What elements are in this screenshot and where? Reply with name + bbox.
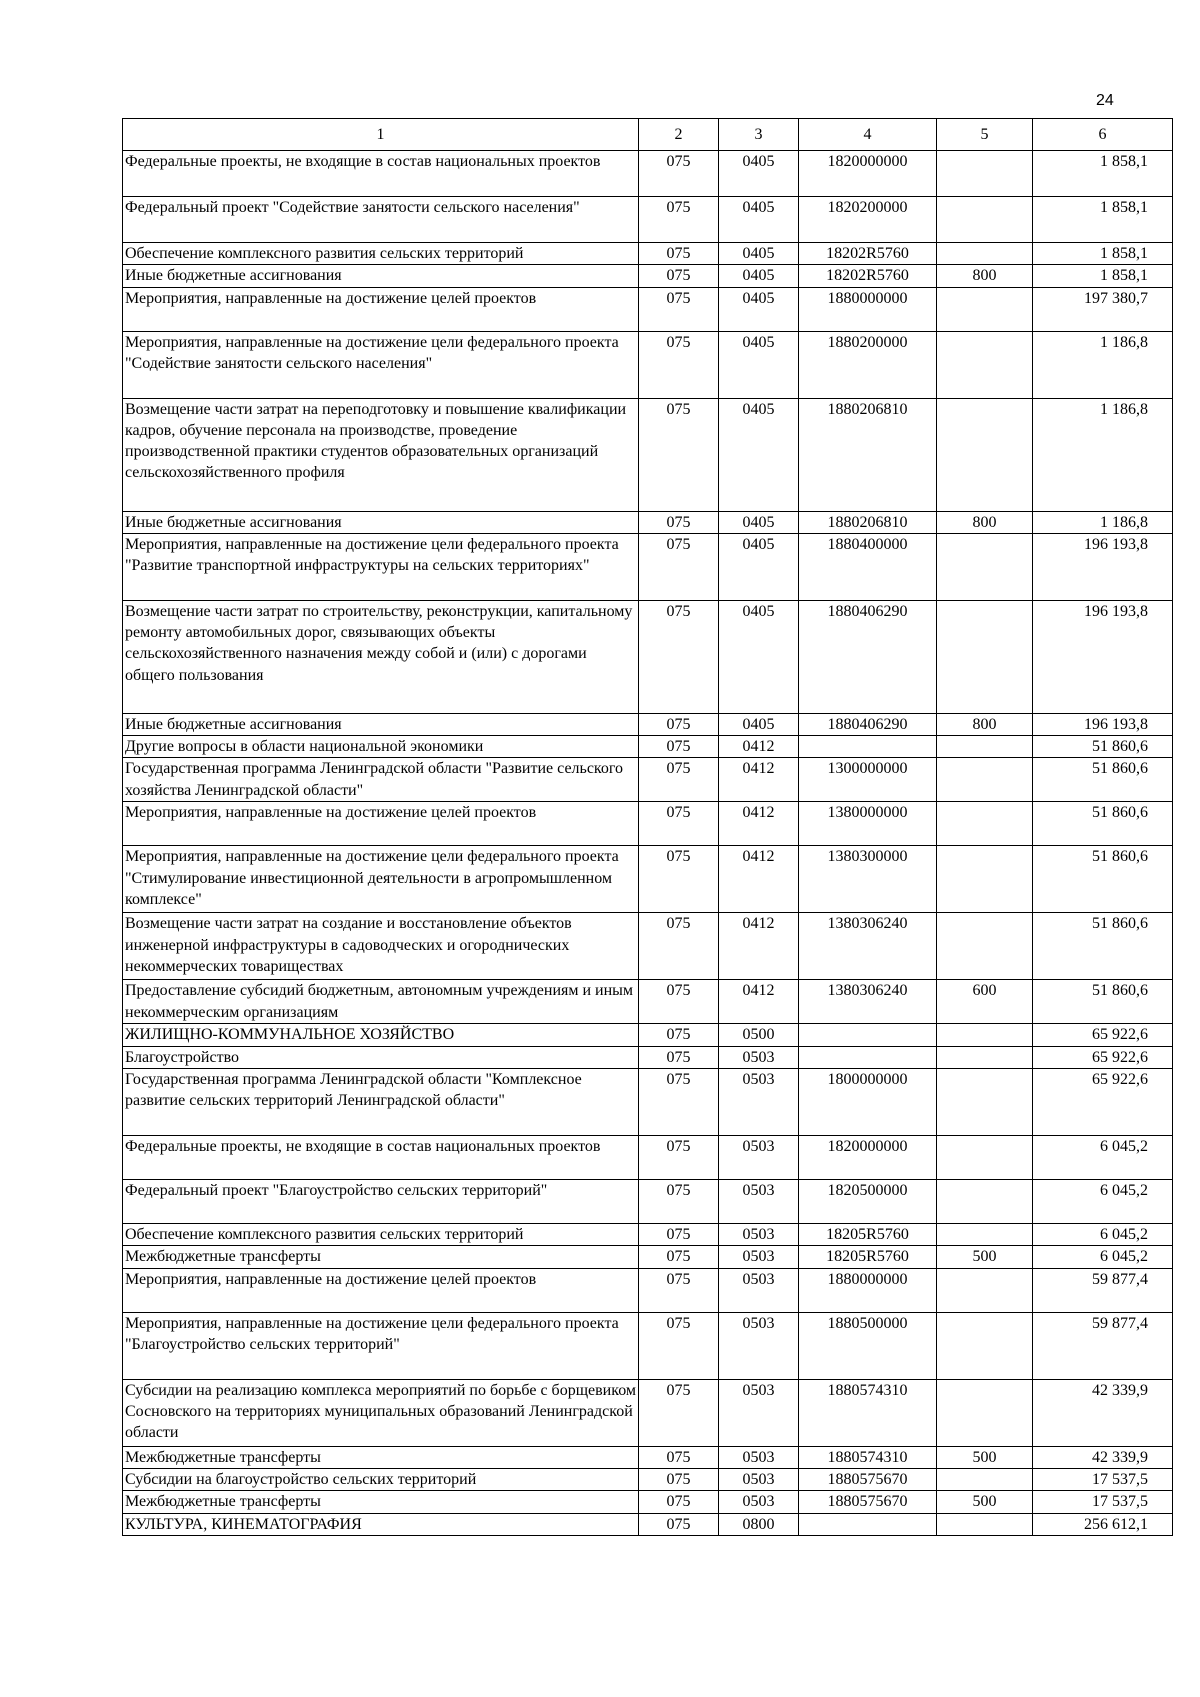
row-section-cell: 0405 (719, 398, 799, 511)
row-amount-cell: 196 193,8 (1033, 533, 1173, 600)
row-target-code-cell: 1880406290 (799, 600, 937, 713)
row-section-cell: 0405 (719, 713, 799, 735)
row-amount-cell: 1 858,1 (1033, 243, 1173, 265)
row-chapter-cell: 075 (639, 758, 719, 802)
row-chapter-cell: 075 (639, 1224, 719, 1246)
row-target-code-cell: 1800000000 (799, 1069, 937, 1136)
row-expense-type-cell (937, 758, 1033, 802)
row-name-cell: Иные бюджетные ассигнования (123, 713, 639, 735)
row-chapter-cell: 075 (639, 913, 719, 980)
row-expense-type-cell: 600 (937, 980, 1033, 1024)
row-chapter-cell: 075 (639, 1136, 719, 1180)
row-amount-cell: 51 860,6 (1033, 846, 1173, 913)
row-section-cell: 0503 (719, 1468, 799, 1490)
row-amount-cell: 42 339,9 (1033, 1379, 1173, 1446)
table-row (123, 243, 1173, 265)
row-chapter-cell: 075 (639, 736, 719, 758)
header-cell: 5 (937, 119, 1033, 151)
row-chapter-cell: 075 (639, 151, 719, 197)
table-row (123, 1246, 1173, 1268)
row-amount-cell: 1 858,1 (1033, 197, 1173, 243)
row-amount-cell: 197 380,7 (1033, 287, 1173, 331)
row-section-cell: 0500 (719, 1024, 799, 1046)
row-chapter-cell: 075 (639, 511, 719, 533)
row-expense-type-cell: 500 (937, 1246, 1033, 1268)
row-chapter-cell: 075 (639, 398, 719, 511)
row-amount-cell: 6 045,2 (1033, 1136, 1173, 1180)
row-target-code-cell (799, 1513, 937, 1535)
row-name-cell: Другие вопросы в области национальной экономики (123, 736, 639, 758)
row-target-code-cell: 1300000000 (799, 758, 937, 802)
row-name-cell: Межбюджетные трансферты (123, 1446, 639, 1468)
row-chapter-cell: 075 (639, 1468, 719, 1490)
row-target-code-cell: 1820000000 (799, 1136, 937, 1180)
budget-table (122, 118, 1173, 1536)
row-section-cell: 0412 (719, 736, 799, 758)
table-row (123, 913, 1173, 980)
row-target-code-cell: 1880206810 (799, 511, 937, 533)
table-row (123, 600, 1173, 713)
row-chapter-cell: 075 (639, 1046, 719, 1068)
row-target-code-cell: 1380306240 (799, 913, 937, 980)
row-amount-cell: 6 045,2 (1033, 1224, 1173, 1246)
table-row (123, 758, 1173, 802)
row-name-cell: Мероприятия, направленные на достижение цели федерального проекта "Развитие транспортной инфраструктуры на сельских территориях" (123, 533, 639, 600)
row-target-code-cell: 1880575670 (799, 1491, 937, 1513)
table-row (123, 1268, 1173, 1312)
row-expense-type-cell (937, 1379, 1033, 1446)
row-section-cell: 0405 (719, 287, 799, 331)
row-expense-type-cell (937, 533, 1033, 600)
row-section-cell: 0503 (719, 1312, 799, 1379)
row-target-code-cell: 1880206810 (799, 398, 937, 511)
table-row (123, 1446, 1173, 1468)
row-section-cell: 0503 (719, 1446, 799, 1468)
row-chapter-cell: 075 (639, 197, 719, 243)
row-name-cell: Обеспечение комплексного развития сельских территорий (123, 243, 639, 265)
row-expense-type-cell (937, 802, 1033, 846)
row-expense-type-cell (937, 1136, 1033, 1180)
row-expense-type-cell: 500 (937, 1491, 1033, 1513)
table-row (123, 1046, 1173, 1068)
row-chapter-cell: 075 (639, 600, 719, 713)
row-target-code-cell: 1880574310 (799, 1379, 937, 1446)
header-cell: 2 (639, 119, 719, 151)
header-row (123, 119, 1173, 151)
row-target-code-cell (799, 1046, 937, 1068)
row-section-cell: 0405 (719, 533, 799, 600)
table-row (123, 1069, 1173, 1136)
row-amount-cell: 6 045,2 (1033, 1180, 1173, 1224)
row-expense-type-cell (937, 1224, 1033, 1246)
row-target-code-cell: 1880000000 (799, 1268, 937, 1312)
row-target-code-cell: 1880406290 (799, 713, 937, 735)
row-name-cell: Субсидии на благоустройство сельских территорий (123, 1468, 639, 1490)
row-expense-type-cell (937, 1069, 1033, 1136)
table-row (123, 1312, 1173, 1379)
row-target-code-cell: 1380000000 (799, 802, 937, 846)
row-section-cell: 0503 (719, 1246, 799, 1268)
row-amount-cell: 65 922,6 (1033, 1046, 1173, 1068)
row-section-cell: 0503 (719, 1069, 799, 1136)
row-chapter-cell: 075 (639, 1513, 719, 1535)
row-name-cell: Иные бюджетные ассигнования (123, 265, 639, 287)
row-name-cell: Предоставление субсидий бюджетным, автономным учреждениям и иным некоммерческим организациям (123, 980, 639, 1024)
table-row (123, 287, 1173, 331)
row-amount-cell: 59 877,4 (1033, 1268, 1173, 1312)
page-number: 24 (1096, 92, 1114, 109)
table-row (123, 1379, 1173, 1446)
table-row (123, 331, 1173, 398)
row-name-cell: Межбюджетные трансферты (123, 1246, 639, 1268)
row-expense-type-cell (937, 398, 1033, 511)
table-row (123, 1468, 1173, 1490)
table-row (123, 1513, 1173, 1535)
row-target-code-cell (799, 1024, 937, 1046)
row-chapter-cell: 075 (639, 1268, 719, 1312)
row-amount-cell: 17 537,5 (1033, 1491, 1173, 1513)
row-amount-cell: 1 858,1 (1033, 151, 1173, 197)
row-section-cell: 0503 (719, 1046, 799, 1068)
row-chapter-cell: 075 (639, 1246, 719, 1268)
row-expense-type-cell (937, 1312, 1033, 1379)
row-target-code-cell: 18202R5760 (799, 243, 937, 265)
row-target-code-cell: 1880500000 (799, 1312, 937, 1379)
row-name-cell: Возмещение части затрат на создание и восстановление объектов инженерной инфраструктуры в садоводческих и огороднических некоммерческих товариществах (123, 913, 639, 980)
row-amount-cell: 51 860,6 (1033, 736, 1173, 758)
row-name-cell: Мероприятия, направленные на достижение целей проектов (123, 287, 639, 331)
row-section-cell: 0405 (719, 511, 799, 533)
row-expense-type-cell (937, 600, 1033, 713)
row-chapter-cell: 075 (639, 1312, 719, 1379)
row-section-cell: 0412 (719, 846, 799, 913)
header-cell: 6 (1033, 119, 1173, 151)
row-expense-type-cell (937, 243, 1033, 265)
row-name-cell: Мероприятия, направленные на достижение цели федерального проекта "Содействие занятости сельского населения" (123, 331, 639, 398)
row-chapter-cell: 075 (639, 980, 719, 1024)
row-expense-type-cell (937, 846, 1033, 913)
row-section-cell: 0405 (719, 197, 799, 243)
row-amount-cell: 17 537,5 (1033, 1468, 1173, 1490)
table-row (123, 511, 1173, 533)
row-expense-type-cell (937, 331, 1033, 398)
row-amount-cell: 51 860,6 (1033, 980, 1173, 1024)
row-section-cell: 0503 (719, 1224, 799, 1246)
row-chapter-cell: 075 (639, 1379, 719, 1446)
row-name-cell: Возмещение части затрат по строительству, реконструкции, капитальному ремонту автомобильных дорог, связывающих объекты сельскохозяйственного назначения между собой и (или) с дорогами общего пользования (123, 600, 639, 713)
row-name-cell: Мероприятия, направленные на достижение целей проектов (123, 1268, 639, 1312)
row-amount-cell: 196 193,8 (1033, 713, 1173, 735)
row-expense-type-cell: 800 (937, 713, 1033, 735)
row-amount-cell: 65 922,6 (1033, 1069, 1173, 1136)
row-name-cell: Федеральные проекты, не входящие в состав национальных проектов (123, 1136, 639, 1180)
header-cell: 4 (799, 119, 937, 151)
row-section-cell: 0503 (719, 1180, 799, 1224)
row-chapter-cell: 075 (639, 846, 719, 913)
row-section-cell: 0800 (719, 1513, 799, 1535)
row-chapter-cell: 075 (639, 1491, 719, 1513)
row-target-code-cell: 1880200000 (799, 331, 937, 398)
row-name-cell: Федеральный проект "Содействие занятости сельского населения" (123, 197, 639, 243)
row-section-cell: 0405 (719, 151, 799, 197)
row-chapter-cell: 075 (639, 1446, 719, 1468)
row-target-code-cell: 1880575670 (799, 1468, 937, 1490)
row-amount-cell: 1 858,1 (1033, 265, 1173, 287)
row-name-cell: Мероприятия, направленные на достижение цели федерального проекта "Стимулирование инвестиционной деятельности в агропромышленном комплексе" (123, 846, 639, 913)
row-section-cell: 0503 (719, 1268, 799, 1312)
table-row (123, 1491, 1173, 1513)
table-row (123, 1136, 1173, 1180)
row-target-code-cell: 1880574310 (799, 1446, 937, 1468)
row-amount-cell: 65 922,6 (1033, 1024, 1173, 1046)
table-row (123, 1180, 1173, 1224)
row-section-cell: 0412 (719, 980, 799, 1024)
table-row (123, 846, 1173, 913)
row-target-code-cell: 1820200000 (799, 197, 937, 243)
table-row (123, 736, 1173, 758)
table-row (123, 713, 1173, 735)
row-amount-cell: 51 860,6 (1033, 802, 1173, 846)
table-row (123, 980, 1173, 1024)
row-expense-type-cell (937, 1268, 1033, 1312)
row-target-code-cell: 18205R5760 (799, 1224, 937, 1246)
row-chapter-cell: 075 (639, 1180, 719, 1224)
row-section-cell: 0503 (719, 1379, 799, 1446)
row-expense-type-cell (937, 1024, 1033, 1046)
row-name-cell: ЖИЛИЩНО-КОММУНАЛЬНОЕ ХОЗЯЙСТВО (123, 1024, 639, 1046)
table-row (123, 151, 1173, 197)
row-amount-cell: 1 186,8 (1033, 398, 1173, 511)
row-chapter-cell: 075 (639, 713, 719, 735)
row-expense-type-cell: 500 (937, 1446, 1033, 1468)
row-amount-cell: 256 612,1 (1033, 1513, 1173, 1535)
row-amount-cell: 1 186,8 (1033, 511, 1173, 533)
row-name-cell: Мероприятия, направленные на достижение целей проектов (123, 802, 639, 846)
row-target-code-cell: 1880000000 (799, 287, 937, 331)
row-chapter-cell: 075 (639, 802, 719, 846)
table-row (123, 1024, 1173, 1046)
table-row (123, 398, 1173, 511)
row-expense-type-cell (937, 1180, 1033, 1224)
row-name-cell: Федеральный проект "Благоустройство сельских территорий" (123, 1180, 639, 1224)
row-target-code-cell: 18205R5760 (799, 1246, 937, 1268)
row-amount-cell: 59 877,4 (1033, 1312, 1173, 1379)
row-chapter-cell: 075 (639, 533, 719, 600)
row-expense-type-cell (937, 197, 1033, 243)
row-name-cell: КУЛЬТУРА, КИНЕМАТОГРАФИЯ (123, 1513, 639, 1535)
row-amount-cell: 1 186,8 (1033, 331, 1173, 398)
row-target-code-cell: 1820500000 (799, 1180, 937, 1224)
row-amount-cell: 51 860,6 (1033, 758, 1173, 802)
row-target-code-cell: 1820000000 (799, 151, 937, 197)
row-name-cell: Государственная программа Ленинградской области "Комплексное развитие сельских территорий Ленинградской области" (123, 1069, 639, 1136)
row-expense-type-cell: 800 (937, 511, 1033, 533)
row-section-cell: 0405 (719, 265, 799, 287)
row-expense-type-cell (937, 151, 1033, 197)
row-amount-cell: 6 045,2 (1033, 1246, 1173, 1268)
row-amount-cell: 196 193,8 (1033, 600, 1173, 713)
row-expense-type-cell (937, 1513, 1033, 1535)
table-row (123, 533, 1173, 600)
table-row (123, 802, 1173, 846)
row-name-cell: Субсидии на реализацию комплекса мероприятий по борьбе с борщевиком Сосновского на территориях муниципальных образований Ленинградской области (123, 1379, 639, 1446)
row-amount-cell: 42 339,9 (1033, 1446, 1173, 1468)
row-target-code-cell: 1380300000 (799, 846, 937, 913)
row-expense-type-cell (937, 1046, 1033, 1068)
row-expense-type-cell (937, 736, 1033, 758)
row-section-cell: 0405 (719, 243, 799, 265)
row-chapter-cell: 075 (639, 243, 719, 265)
row-section-cell: 0405 (719, 331, 799, 398)
row-target-code-cell: 1880400000 (799, 533, 937, 600)
row-section-cell: 0412 (719, 758, 799, 802)
row-name-cell: Межбюджетные трансферты (123, 1491, 639, 1513)
row-chapter-cell: 075 (639, 1069, 719, 1136)
row-name-cell: Государственная программа Ленинградской области "Развитие сельского хозяйства Ленинградской области" (123, 758, 639, 802)
row-expense-type-cell (937, 1468, 1033, 1490)
row-section-cell: 0503 (719, 1491, 799, 1513)
row-section-cell: 0405 (719, 600, 799, 713)
row-expense-type-cell: 800 (937, 265, 1033, 287)
row-chapter-cell: 075 (639, 287, 719, 331)
row-target-code-cell: 1380306240 (799, 980, 937, 1024)
row-name-cell: Благоустройство (123, 1046, 639, 1068)
row-target-code-cell (799, 736, 937, 758)
table-row (123, 1224, 1173, 1246)
row-chapter-cell: 075 (639, 331, 719, 398)
row-target-code-cell: 18202R5760 (799, 265, 937, 287)
table-row (123, 197, 1173, 243)
row-name-cell: Обеспечение комплексного развития сельских территорий (123, 1224, 639, 1246)
row-name-cell: Иные бюджетные ассигнования (123, 511, 639, 533)
header-cell: 1 (123, 119, 639, 151)
row-name-cell: Мероприятия, направленные на достижение цели федерального проекта "Благоустройство сельских территорий" (123, 1312, 639, 1379)
row-expense-type-cell (937, 287, 1033, 331)
row-name-cell: Возмещение части затрат на переподготовку и повышение квалификации кадров, обучение персонала на производстве, проведение производственной практики студентов образовательных организаций сельскохозяйственного профиля (123, 398, 639, 511)
row-expense-type-cell (937, 913, 1033, 980)
row-chapter-cell: 075 (639, 1024, 719, 1046)
row-section-cell: 0503 (719, 1136, 799, 1180)
table-row (123, 265, 1173, 287)
row-amount-cell: 51 860,6 (1033, 913, 1173, 980)
row-section-cell: 0412 (719, 802, 799, 846)
row-name-cell: Федеральные проекты, не входящие в состав национальных проектов (123, 151, 639, 197)
row-section-cell: 0412 (719, 913, 799, 980)
header-cell: 3 (719, 119, 799, 151)
row-chapter-cell: 075 (639, 265, 719, 287)
